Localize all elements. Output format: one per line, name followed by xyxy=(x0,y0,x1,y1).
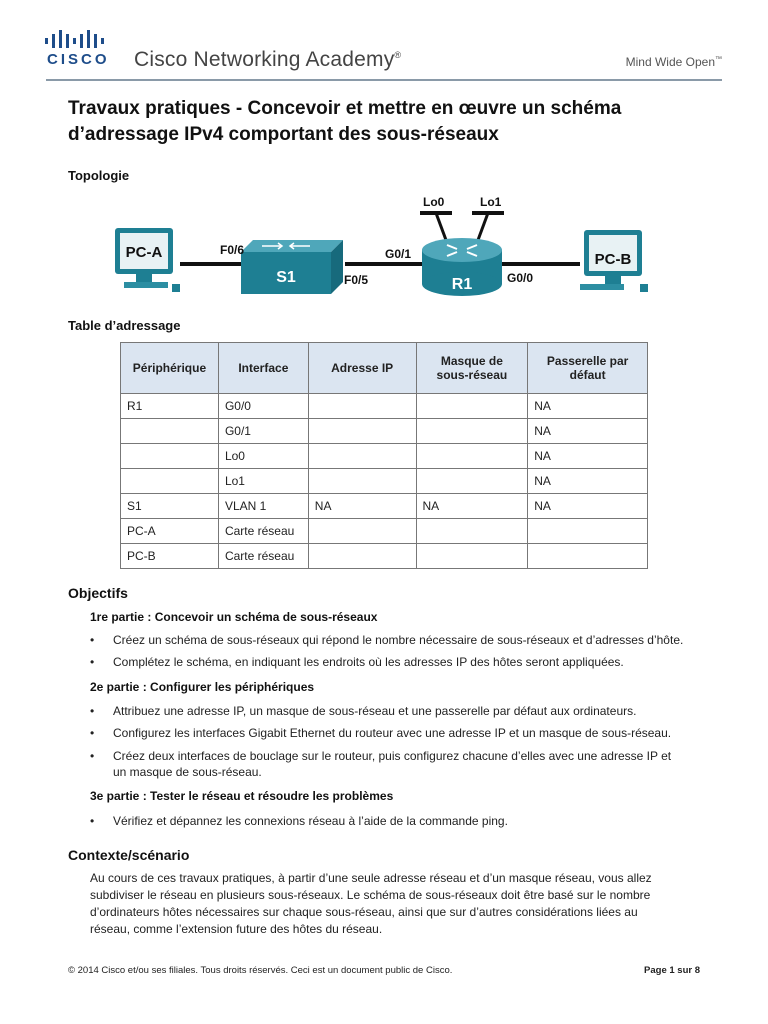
switch-s1-label: S1 xyxy=(276,269,296,286)
cisco-logo-bars-icon xyxy=(44,28,112,50)
table-cell: NA xyxy=(528,494,648,519)
table-cell xyxy=(416,544,528,569)
part2-heading: 2e partie : Configurer les périphériques xyxy=(90,680,315,694)
table-cell xyxy=(308,444,416,469)
topology-diagram xyxy=(110,188,670,308)
lo0-label: Lo0 xyxy=(423,195,445,209)
tagline: Mind Wide Open™ xyxy=(625,55,722,69)
pc-a-label: PC-A xyxy=(125,244,163,261)
table-cell xyxy=(528,519,648,544)
bullet-icon: • xyxy=(90,749,95,763)
table-row xyxy=(121,519,648,544)
table-row xyxy=(121,419,648,444)
table-cell: Carte réseau xyxy=(218,519,308,544)
table-cell: VLAN 1 xyxy=(218,494,308,519)
topology-heading: Topologie xyxy=(68,168,130,183)
table-header-row xyxy=(121,343,648,394)
col-header-gateway: Passerelle par défaut xyxy=(528,343,648,394)
table-cell xyxy=(416,394,528,419)
table-row xyxy=(121,444,648,469)
table-row xyxy=(121,469,648,494)
context-heading: Contexte/scénario xyxy=(68,847,190,863)
table-cell: PC-B xyxy=(121,544,219,569)
table-cell: PC-A xyxy=(121,519,219,544)
col-header-interface: Interface xyxy=(218,343,308,394)
table-cell xyxy=(416,469,528,494)
table-cell xyxy=(121,419,219,444)
table-cell: Carte réseau xyxy=(218,544,308,569)
table-cell xyxy=(121,444,219,469)
table-cell xyxy=(308,519,416,544)
cisco-logo-word: CISCO xyxy=(47,51,110,68)
table-cell: NA xyxy=(528,394,648,419)
table-cell: R1 xyxy=(121,394,219,419)
table-cell: NA xyxy=(416,494,528,519)
table-cell xyxy=(528,544,648,569)
bullet-icon: • xyxy=(90,814,95,828)
col-header-device: Périphérique xyxy=(121,343,219,394)
academy-title: Cisco Networking Academy® xyxy=(134,48,402,71)
table-cell: Lo0 xyxy=(218,444,308,469)
table-cell: NA xyxy=(528,444,648,469)
bullet-icon: • xyxy=(90,633,95,647)
table-cell xyxy=(416,444,528,469)
bullet-icon: • xyxy=(90,704,95,718)
table-row xyxy=(121,544,648,569)
table-cell xyxy=(308,394,416,419)
table-row xyxy=(121,494,648,519)
router-r1-label: R1 xyxy=(451,276,473,293)
header-divider xyxy=(46,79,722,81)
table-cell: S1 xyxy=(121,494,219,519)
g00-label: G0/0 xyxy=(507,271,534,285)
context-paragraph: Au cours de ces travaux pratiques, à partir d’une seule adresse réseau et d’un masque réseau, vous allez subdiviser le réseau en plusieurs sous-réseaux. Le schéma de sous-réseaux doit être basé sur le nombre d’ordinateurs hôtes nécessaires sur chaque sous-réseau, ainsi que sur d’autres considérations liées au réseau, comme l’extension future des hôtes du réseau. xyxy=(90,871,652,936)
table-cell: NA xyxy=(528,469,648,494)
f05-label: F0/5 xyxy=(344,273,369,287)
part3-heading: 3e partie : Tester le réseau et résoudre les problèmes xyxy=(90,789,394,803)
table-cell: NA xyxy=(308,494,416,519)
table-row xyxy=(121,394,648,419)
table-cell: G0/0 xyxy=(218,394,308,419)
table-cell xyxy=(308,544,416,569)
table-cell: G0/1 xyxy=(218,419,308,444)
f06-label: F0/6 xyxy=(220,243,245,257)
document-title: Travaux pratiques - Concevoir et mettre en œuvre un schéma d’adressage IPv4 comportant des sous-réseaux xyxy=(68,98,622,145)
table-cell xyxy=(121,469,219,494)
table-cell: NA xyxy=(528,419,648,444)
col-header-ip: Adresse IP xyxy=(308,343,416,394)
bullet-icon: • xyxy=(90,726,95,740)
table-cell xyxy=(416,519,528,544)
pc-b-label: PC-B xyxy=(594,251,632,268)
part1-heading: 1re partie : Concevoir un schéma de sous-réseaux xyxy=(90,610,378,624)
table-cell xyxy=(416,419,528,444)
footer-copyright: © 2014 Cisco et/ou ses filiales. Tous droits réservés. Ceci est un document public de Cisco. xyxy=(68,965,453,976)
addressing-table xyxy=(120,342,648,569)
g01-label: G0/1 xyxy=(385,247,412,261)
table-cell: Lo1 xyxy=(218,469,308,494)
bullet-icon: • xyxy=(90,655,95,669)
lo1-label: Lo1 xyxy=(480,195,502,209)
list-item: • Créez deux interfaces de bouclage sur le routeur, puis configurez chacune d’elles avec une adresse IP et un masque de sous-réseau. xyxy=(90,749,672,779)
col-header-mask: Masque de sous-réseau xyxy=(416,343,528,394)
table-cell xyxy=(308,419,416,444)
table-cell xyxy=(308,469,416,494)
page-number: Page 1 sur 8 xyxy=(644,965,700,976)
addressing-table-heading: Table d’adressage xyxy=(68,318,181,333)
objectives-heading: Objectifs xyxy=(68,585,128,601)
